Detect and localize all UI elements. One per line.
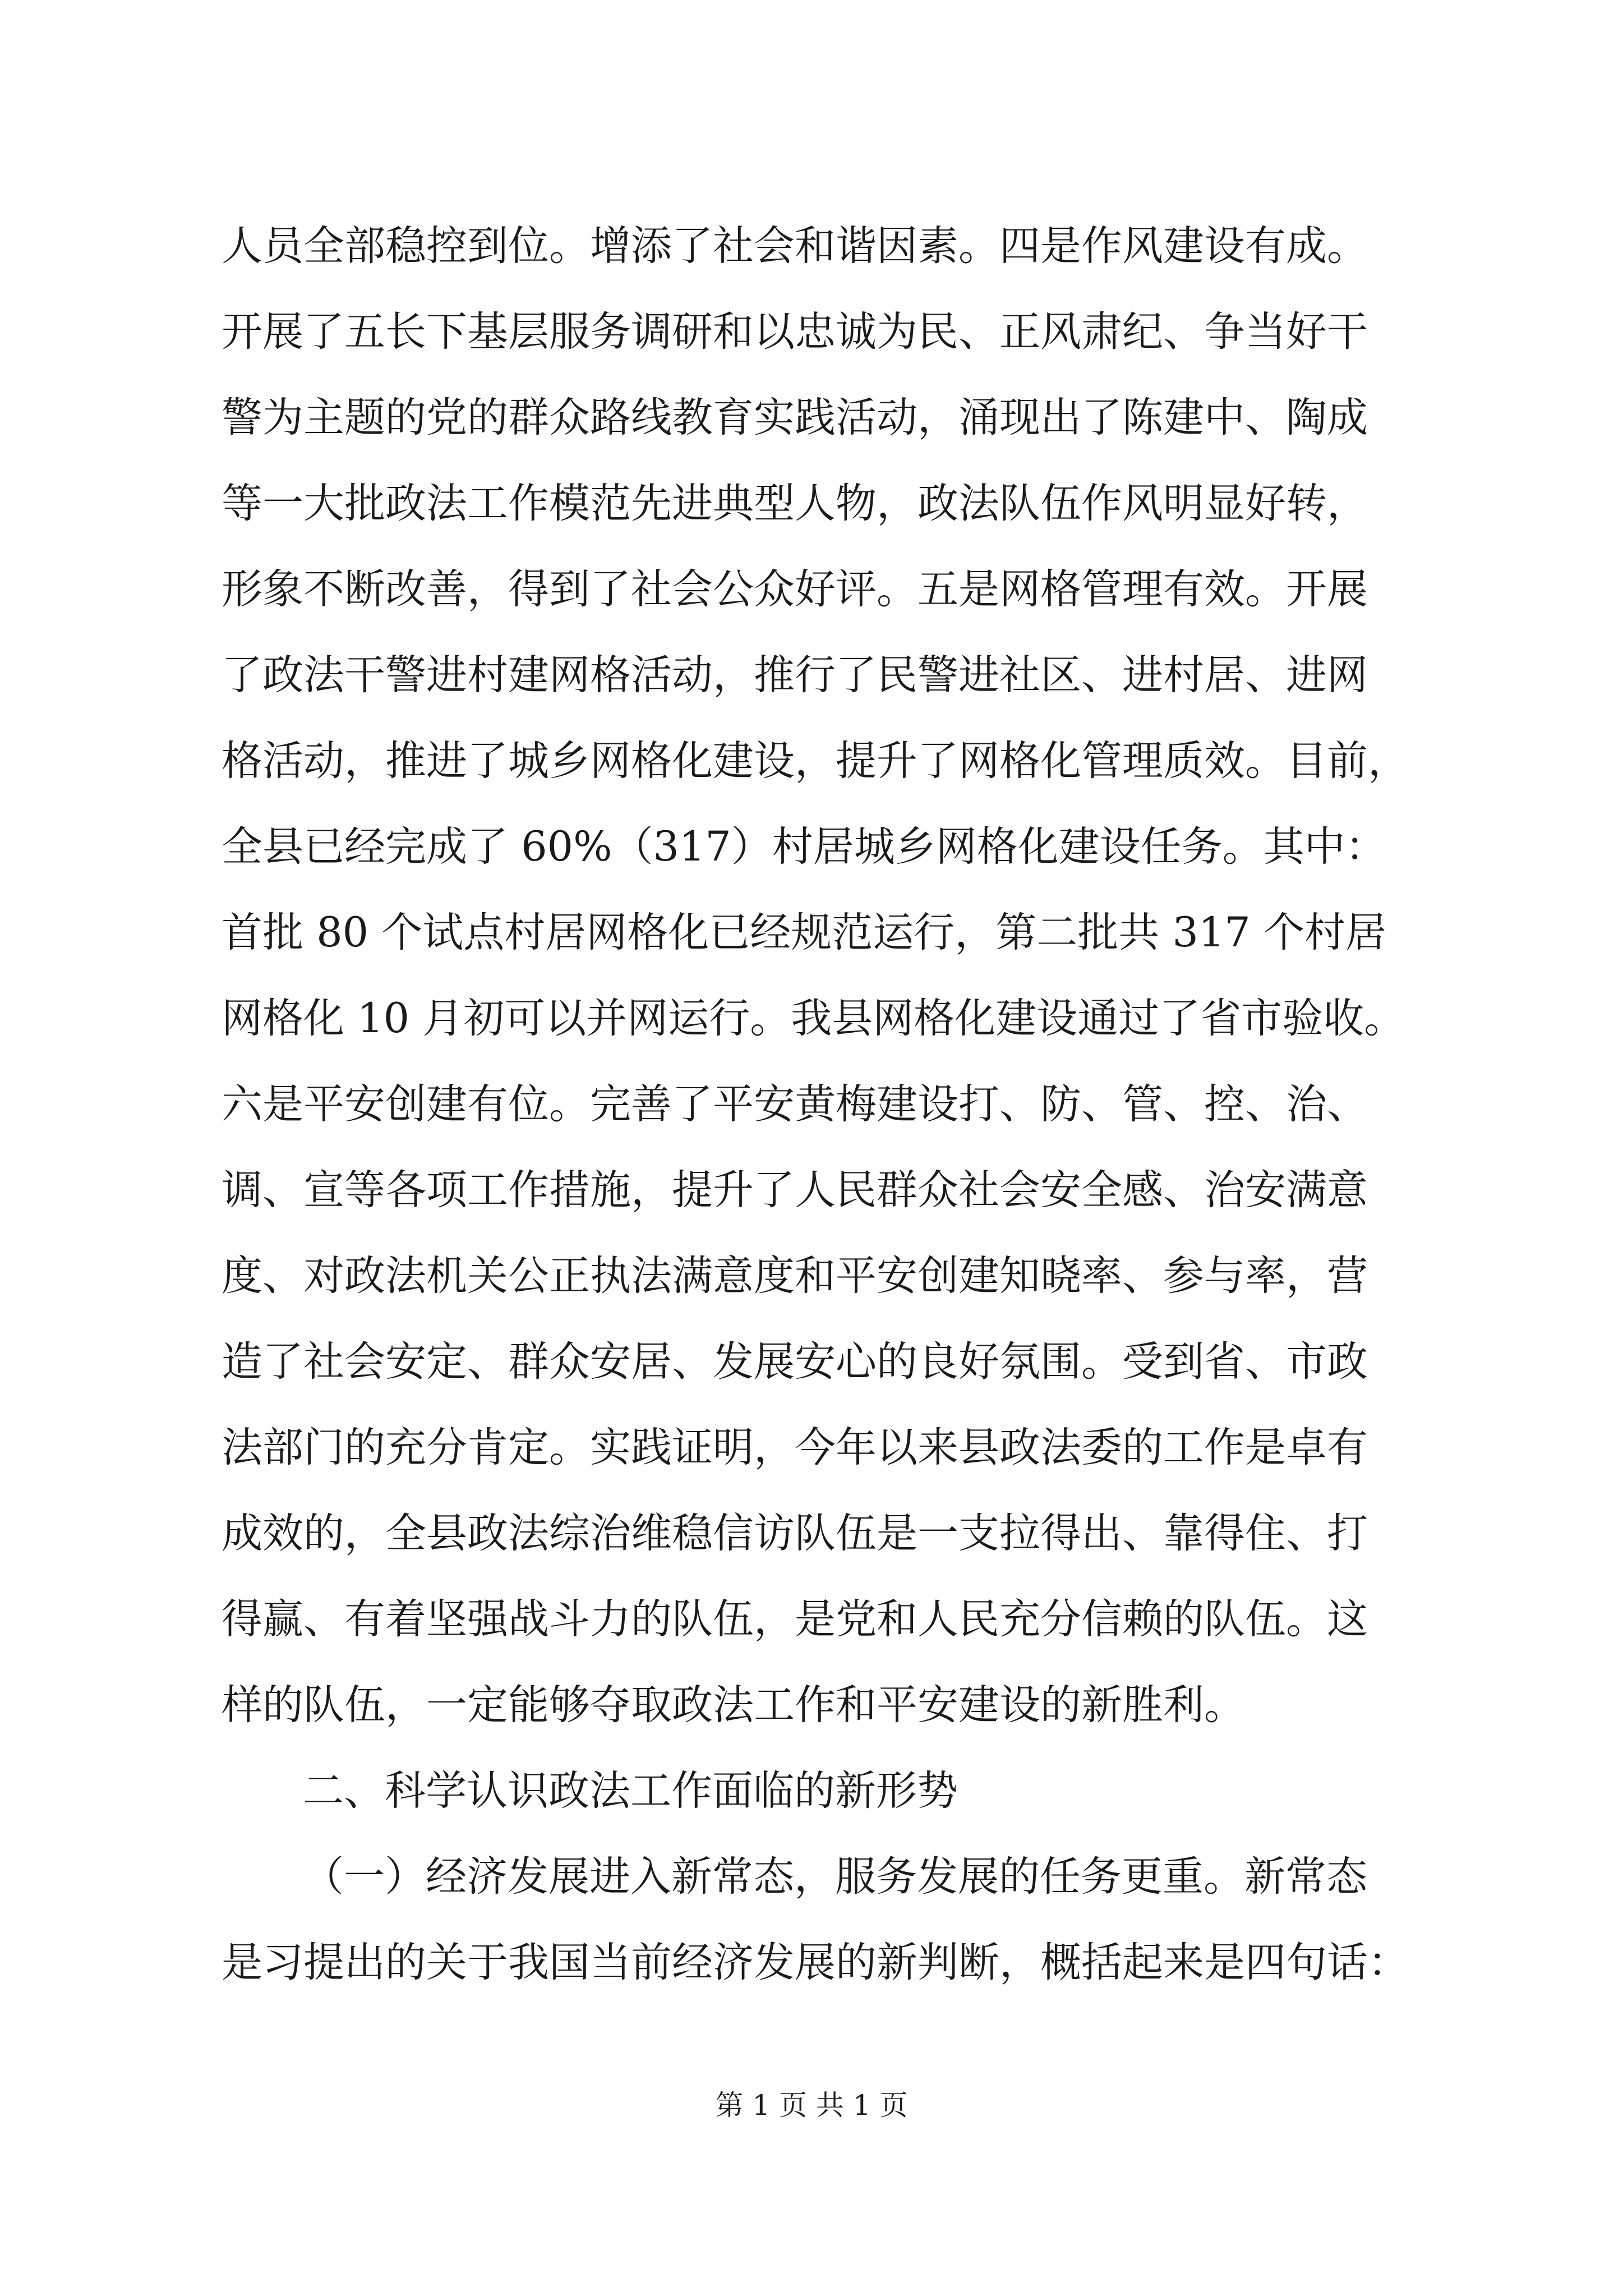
body-text-line: 警为主题的党的群众路线教育实践活动，涌现出了陈建中、陶成 [222, 394, 1368, 441]
body-text-line: 了政法干警进村建网格活动，推行了民警进社区、进村居、进网 [222, 651, 1368, 699]
body-text-line: 开展了五长下基层服务调研和以忠诚为民、正风肃纪、争当好干 [222, 308, 1368, 356]
section-heading: 二、科学认识政法工作面临的新形势 [303, 1767, 958, 1815]
body-text-line: 得赢、有着坚强战斗力的队伍，是党和人民充分信赖的队伍。这 [222, 1595, 1368, 1643]
body-text-line: 首批 80 个试点村居网格化已经规范运行，第二批共 317 个村居 [222, 909, 1387, 956]
body-text-line: 形象不断改善，得到了社会公众好评。五是网格管理有效。开展 [222, 565, 1368, 613]
body-text-line: 成效的，全县政法综治维稳信访队伍是一支拉得出、靠得住、打 [222, 1510, 1368, 1557]
body-text-line: 度、对政法机关公正执法满意度和平安创建知晓率、参与率，营 [222, 1252, 1368, 1300]
body-text-line: 造了社会安定、群众安居、发展安心的良好氛围。受到省、市政 [222, 1338, 1368, 1386]
body-text-line: 格活动，推进了城乡网格化建设，提升了网格化管理质效。目前， [222, 737, 1409, 785]
body-text-line: 网格化 10 月初可以并网运行。我县网格化建设通过了省市验收。 [222, 995, 1405, 1042]
body-text-line: 等一大批政法工作模范先进典型人物，政法队伍作风明显好转， [222, 480, 1368, 527]
body-text-line: 人员全部稳控到位。增添了社会和谐因素。四是作风建设有成。 [222, 222, 1368, 270]
subsection-heading-line: （一）经济发展进入新常态，服务发展的任务更重。新常态 [303, 1853, 1367, 1901]
body-text-line: 样的队伍，一定能够夺取政法工作和平安建设的新胜利。 [222, 1681, 1245, 1729]
body-text-line: 调、宣等各项工作措施，提升了人民群众社会安全感、治安满意 [222, 1166, 1368, 1214]
body-text-line: 六是平安创建有位。完善了平安黄梅建设打、防、管、控、治、 [222, 1080, 1368, 1128]
body-text-line: 是习提出的关于我国当前经济发展的新判断，概括起来是四句话： [222, 1939, 1409, 1986]
page-footer: 第 1 页 共 1 页 [715, 2089, 908, 2122]
body-text-line: 全县已经完成了 60%（317）村居城乡网格化建设任务。其中： [222, 823, 1386, 871]
body-text-line: 法部门的充分肯定。实践证明，今年以来县政法委的工作是卓有 [222, 1424, 1368, 1471]
